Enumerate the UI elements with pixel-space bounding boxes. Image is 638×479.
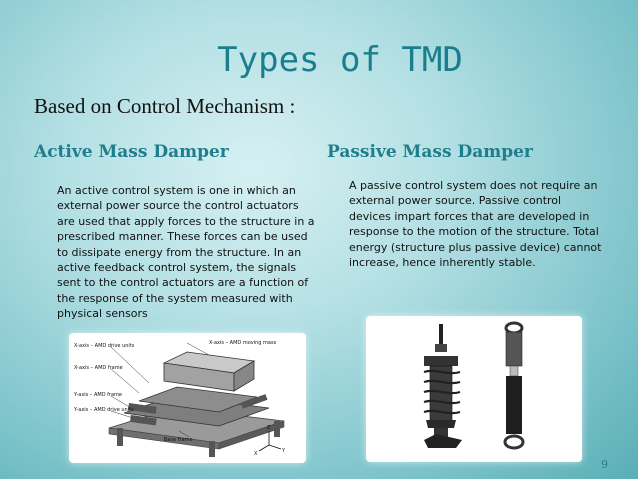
passive-description: A passive control system does not require an external power source. Passive control devices impart forces that are developed in response to the motion of the structure. Total energy (structure plus passive device) cannot increase, hence inherently stable. xyxy=(349,179,602,270)
label-base-frame: Base frame xyxy=(164,437,193,443)
slide-subtitle: Based on Control Mechanism : xyxy=(34,94,296,118)
amd-diagram xyxy=(69,333,306,463)
passive-damper-image xyxy=(366,316,582,462)
axis-z-label: Z xyxy=(267,425,271,431)
label-y-drive: Y-axis – AMD drive units xyxy=(74,407,134,413)
page-number: 9 xyxy=(601,458,608,471)
shock-absorber-drawing xyxy=(366,316,582,462)
label-x-drive: X-axis – AMD drive units xyxy=(74,343,135,349)
active-damper-image xyxy=(69,333,306,463)
label-y-frame: Y-axis – AMD frame xyxy=(74,392,122,398)
slide-title: Types of TMD xyxy=(217,40,463,80)
label-x-frame: X-axis – AMD frame xyxy=(74,365,123,371)
label-moving-mass: X-axis – AMD moving mass xyxy=(209,340,277,346)
active-heading: Active Mass Damper xyxy=(34,142,229,162)
active-description: An active control system is one in which an external power source the control actuators are used that apply forces to the structure in a prescribed manner. These forces can be used to dissipate energy from the structure. In an active feedback control system, the signals sent to the control actuators are a function of the response of the system measured with physical sensors xyxy=(57,184,315,321)
passive-heading: Passive Mass Damper xyxy=(327,142,533,162)
axis-y-label: Y xyxy=(282,448,286,454)
axis-x-label: X xyxy=(254,451,258,457)
